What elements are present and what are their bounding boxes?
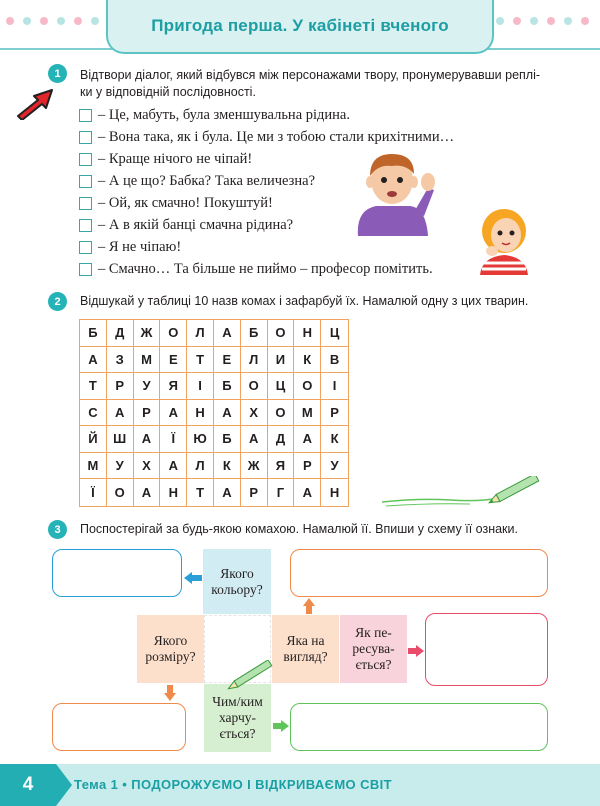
grid-letter-cell[interactable]: І <box>187 373 214 400</box>
grid-letter-cell[interactable]: Ї <box>160 426 187 453</box>
grid-letter-cell[interactable]: Р <box>241 479 268 506</box>
grid-letter-cell[interactable]: Ж <box>241 453 268 480</box>
dialog-line: – А в якій банці смачна рідина? <box>98 217 294 233</box>
grid-letter-cell[interactable]: У <box>134 373 161 400</box>
order-checkbox[interactable] <box>79 219 92 232</box>
grid-letter-cell[interactable]: Б <box>214 373 241 400</box>
grid-letter-cell[interactable]: А <box>214 320 241 347</box>
grid-letter-cell[interactable]: Д <box>268 426 295 453</box>
grid-letter-cell[interactable]: М <box>294 400 321 427</box>
pencil-icon <box>380 476 550 512</box>
grid-letter-cell[interactable]: Г <box>268 479 295 506</box>
answer-box-color[interactable] <box>52 549 182 597</box>
order-checkbox[interactable] <box>79 109 92 122</box>
grid-letter-cell[interactable]: Ж <box>134 320 161 347</box>
question-size-cell <box>137 615 204 683</box>
grid-letter-cell[interactable]: Р <box>294 453 321 480</box>
question-color-cell <box>203 549 271 614</box>
dialog-item <box>79 129 454 146</box>
question-food-text: Чим/ким <box>212 694 263 709</box>
grid-letter-cell[interactable]: Н <box>294 320 321 347</box>
order-checkbox[interactable] <box>79 197 92 210</box>
grid-letter-cell[interactable]: Н <box>187 400 214 427</box>
task-2-instruction: Відшукай у таблиці 10 назв комах і зафарбуй їх. Намалюй одну з цих тварин. <box>80 294 529 308</box>
grid-letter-cell[interactable]: Р <box>321 400 348 427</box>
grid-letter-cell[interactable]: Е <box>214 347 241 374</box>
grid-letter-cell[interactable]: К <box>294 347 321 374</box>
word-search-grid <box>79 319 349 507</box>
grid-letter-cell[interactable]: Н <box>160 479 187 506</box>
task-1-number: 1 <box>48 64 67 83</box>
grid-letter-cell[interactable]: Я <box>160 373 187 400</box>
dialog-line: – Краще нічого не чіпай! <box>98 151 253 167</box>
dialog-line: – Це, мабуть, була зменшувальна рідина. <box>98 107 350 123</box>
page-number: 4 <box>0 764 56 806</box>
question-food-cell <box>204 684 271 752</box>
grid-letter-cell[interactable]: А <box>160 400 187 427</box>
grid-letter-cell[interactable]: К <box>321 426 348 453</box>
order-checkbox[interactable] <box>79 131 92 144</box>
grid-letter-cell[interactable]: Х <box>241 400 268 427</box>
grid-letter-cell[interactable]: О <box>241 373 268 400</box>
grid-letter-cell[interactable]: Р <box>134 400 161 427</box>
question-color-text: Якого <box>220 565 254 581</box>
grid-letter-cell[interactable]: И <box>268 347 295 374</box>
grid-letter-cell[interactable]: Б <box>214 426 241 453</box>
grid-letter-cell[interactable]: А <box>134 426 161 453</box>
grid-letter-cell[interactable]: О <box>107 479 134 506</box>
dialog-item <box>79 217 293 234</box>
grid-letter-cell[interactable]: В <box>321 347 348 374</box>
dialog-item <box>79 173 315 190</box>
arrow-left-icon <box>184 572 202 584</box>
grid-letter-cell[interactable]: Ю <box>187 426 214 453</box>
arrow-down-icon <box>164 685 176 701</box>
question-size-text: розміру? <box>145 649 196 664</box>
grid-letter-cell[interactable]: А <box>241 426 268 453</box>
task-2-number: 2 <box>48 292 67 311</box>
dialog-item <box>79 195 273 212</box>
grid-letter-cell[interactable]: Х <box>134 453 161 480</box>
grid-letter-cell[interactable]: О <box>268 320 295 347</box>
question-food-text: ється? <box>219 726 256 741</box>
question-look-text: вигляд? <box>283 649 328 664</box>
dialog-item <box>79 107 350 124</box>
grid-letter-cell[interactable]: А <box>294 479 321 506</box>
grid-letter-cell[interactable]: А <box>107 400 134 427</box>
arrow-up-icon <box>303 598 315 614</box>
grid-letter-cell[interactable]: Ц <box>268 373 295 400</box>
answer-box-food[interactable] <box>290 703 548 751</box>
dialog-line: – А це що? Бабка? Така величезна? <box>98 173 316 189</box>
girl-illustration <box>472 205 536 275</box>
task-1-instruction-line-1: Відтвори діалог, який відбувся між персонажами твору, пронумерувавши реплі- <box>80 68 541 82</box>
question-move-text: Як пе- <box>355 625 392 640</box>
grid-letter-cell[interactable]: Л <box>187 320 214 347</box>
question-color-text: кольору? <box>211 581 263 597</box>
grid-letter-cell[interactable]: Б <box>241 320 268 347</box>
question-move-text: ється? <box>355 657 392 672</box>
dialog-item <box>79 151 252 168</box>
order-checkbox[interactable] <box>79 263 92 276</box>
grid-letter-cell[interactable]: Т <box>187 479 214 506</box>
grid-letter-cell[interactable]: А <box>80 347 107 374</box>
dialog-line: – Вона така, як і була. Це ми з тобою стали крихітними… <box>98 129 455 145</box>
grid-letter-cell[interactable]: А <box>214 400 241 427</box>
grid-letter-cell[interactable]: У <box>107 453 134 480</box>
question-look-text: Яка на <box>286 633 325 648</box>
grid-letter-cell[interactable]: О <box>268 400 295 427</box>
question-food-text: харчу- <box>218 710 256 725</box>
arrow-right-icon <box>408 645 424 657</box>
grid-letter-cell[interactable]: Ї <box>80 479 107 506</box>
grid-letter-cell[interactable]: Д <box>107 320 134 347</box>
grid-letter-cell[interactable]: Й <box>80 426 107 453</box>
question-size-text: Якого <box>153 633 188 648</box>
grid-letter-cell[interactable]: О <box>294 373 321 400</box>
arrow-right-green-icon <box>273 720 289 732</box>
question-move-text: ресува- <box>352 641 395 656</box>
page-title: Пригода перша. У кабінеті вченого <box>151 16 449 35</box>
order-checkbox[interactable] <box>79 153 92 166</box>
grid-letter-cell[interactable]: І <box>321 373 348 400</box>
grid-letter-cell[interactable]: А <box>134 479 161 506</box>
grid-letter-cell[interactable]: Н <box>329 484 340 500</box>
pencil-small-icon <box>226 660 280 690</box>
grid-letter-cell[interactable]: Е <box>160 347 187 374</box>
grid-letter-cell[interactable]: Т <box>80 373 107 400</box>
grid-letter-cell[interactable]: Я <box>268 453 295 480</box>
answer-box-size[interactable] <box>52 703 186 751</box>
grid-letter-cell[interactable]: Р <box>107 373 134 400</box>
decor-dots-right <box>496 17 589 25</box>
question-move-cell <box>340 615 407 683</box>
grid-letter-cell[interactable]: А <box>160 453 187 480</box>
dialog-item <box>79 261 433 278</box>
task-1-instruction <box>80 67 580 101</box>
grid-letter-cell[interactable]: Б <box>80 320 107 347</box>
task-1-instruction-line-2: ки у відповідній послідовності. <box>80 85 256 99</box>
grid-letter-cell[interactable]: Ш <box>107 426 134 453</box>
question-look-cell <box>272 615 339 683</box>
grid-letter-cell[interactable]: М <box>134 347 161 374</box>
task-3-number: 3 <box>48 520 67 539</box>
grid-letter-cell[interactable]: К <box>214 453 241 480</box>
grid-letter-cell[interactable]: С <box>80 400 107 427</box>
dialog-line: – Смачно… Та більше не пиймо – професор помітить. <box>98 261 433 277</box>
dialog-line: – Я не чіпаю! <box>98 239 182 255</box>
order-checkbox[interactable] <box>79 241 92 254</box>
answer-box-move[interactable] <box>425 613 548 686</box>
grid-letter-cell[interactable]: О <box>160 320 187 347</box>
grid-letter-cell[interactable]: Л <box>187 453 214 480</box>
order-checkbox[interactable] <box>79 175 92 188</box>
grid-letter-cell[interactable]: М <box>80 453 107 480</box>
boy-illustration <box>348 150 440 236</box>
page-title-banner <box>106 0 494 54</box>
grid-letter-cell[interactable]: У <box>321 453 348 480</box>
grid-letter-cell[interactable]: Т <box>187 347 214 374</box>
pointer-arrow-icon <box>14 86 58 120</box>
dialog-item <box>79 239 181 256</box>
answer-box-look[interactable] <box>290 549 548 597</box>
grid-letter-cell[interactable]: А <box>214 479 241 506</box>
grid-letter-cell[interactable]: Ц <box>321 320 348 347</box>
grid-letter-cell[interactable]: З <box>107 347 134 374</box>
footer-topic: Тема 1 • ПОДОРОЖУЄМО І ВІДКРИВАЄМО СВІТ <box>74 777 392 792</box>
grid-letter-cell[interactable]: А <box>294 426 321 453</box>
task-3-instruction: Поспостерігай за будь-якою комахою. Намалюй її. Впиши у схему її ознаки. <box>80 522 518 536</box>
dialog-line: – Ой, як смачно! Покуштуй! <box>98 195 273 211</box>
grid-letter-cell[interactable]: Л <box>241 347 268 374</box>
